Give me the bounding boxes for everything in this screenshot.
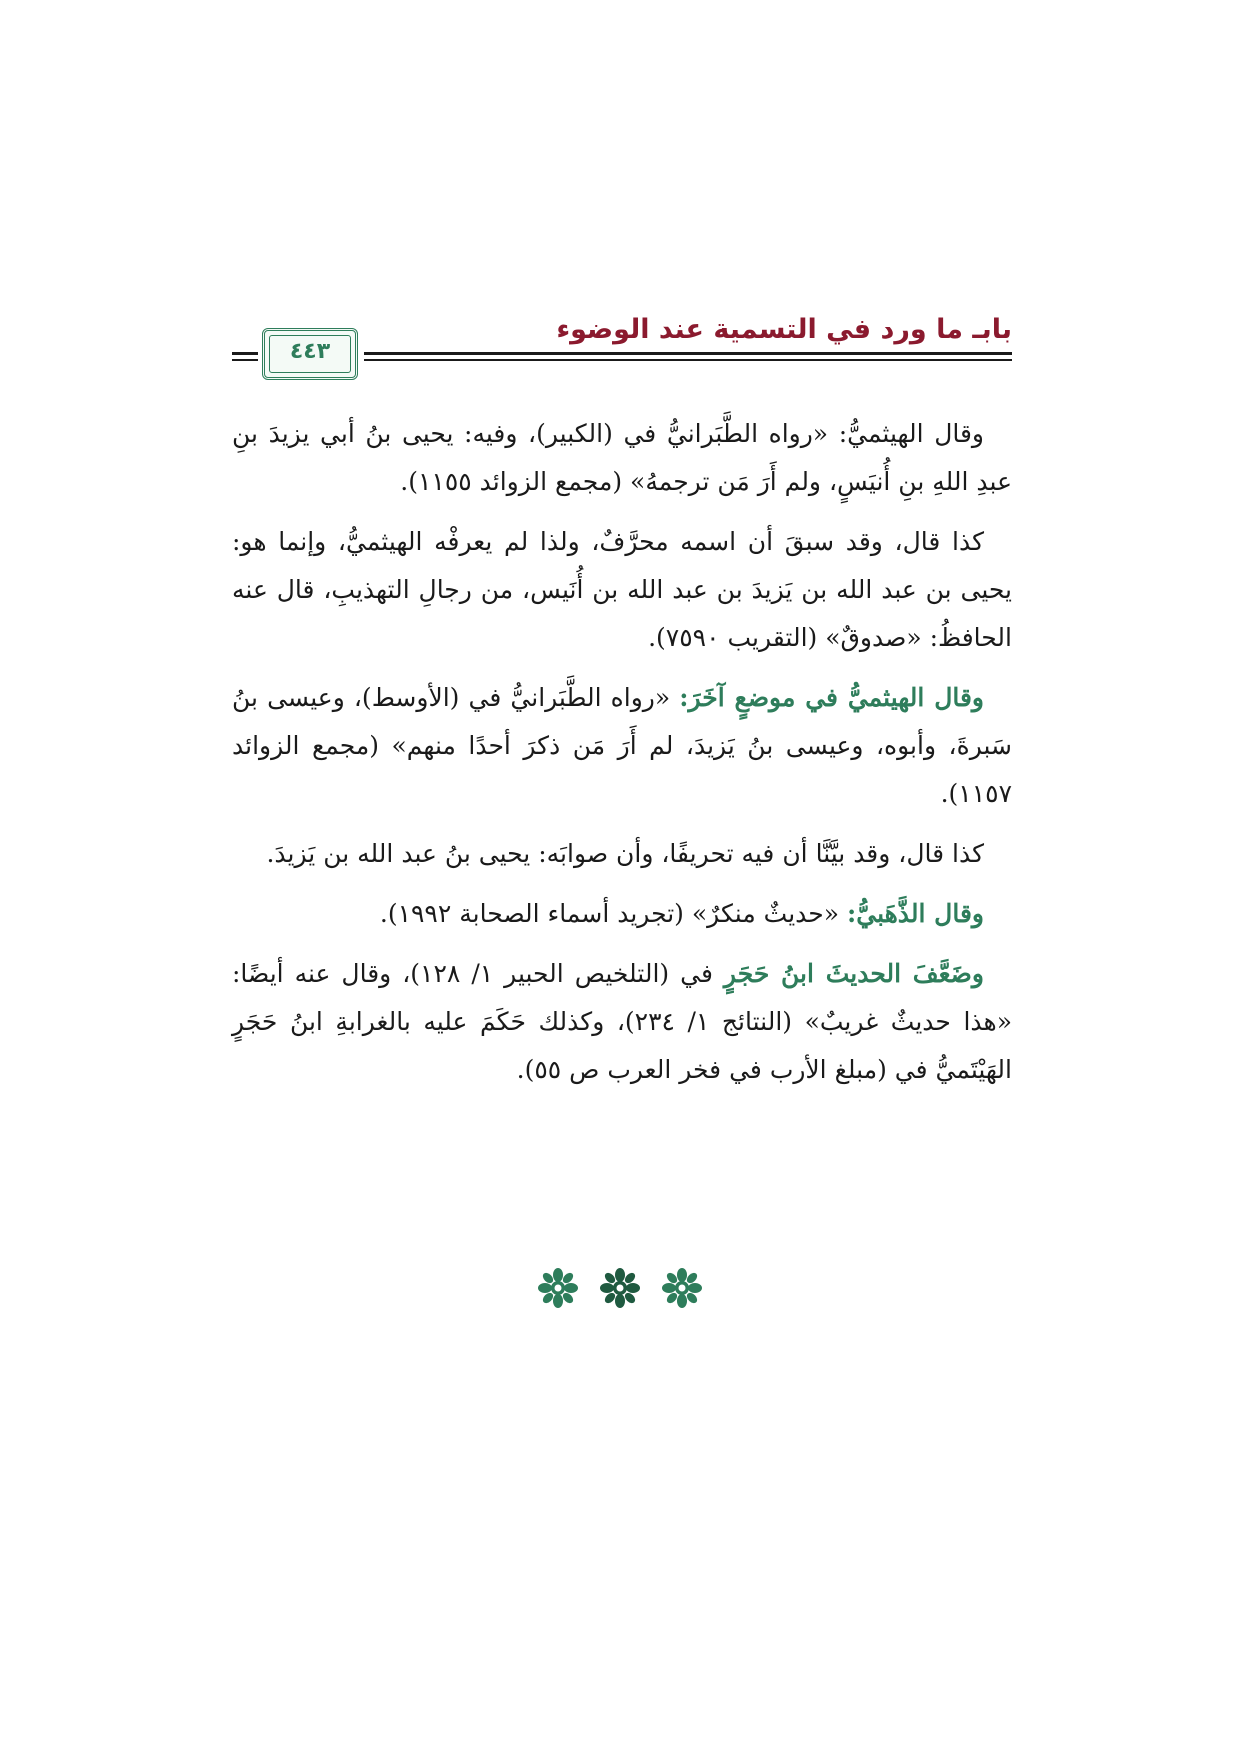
fleuron-icon (600, 1268, 640, 1308)
header-rule-right-bottom (364, 359, 1012, 361)
paragraph-lead: وقال الهيثميُّ في موضعٍ آخَرَ: (679, 683, 984, 712)
paragraph-text: كذا قال، وقد سبقَ أن اسمه محرَّفٌ، ولذا لم يعرفْه الهيثميُّ، وإنما هو: يحيى بن عبد الله بن يَزيدَ بن عبد الله بن أُنَيس، من رجالِ التهذيبِ، قال عنه الحافظُ: «صدوقٌ» (التقريب ٧٥٩٠). (232, 527, 1012, 652)
header-rule-right-top (364, 352, 1012, 355)
page-body (232, 410, 1012, 1106)
paragraph-lead: وقال الذَّهَبيُّ: (847, 899, 984, 928)
fleuron-icon (538, 1268, 578, 1308)
chapter-title: بابـ ما ورد في التسمية عند الوضوء (556, 314, 1012, 345)
section-end-ornament (0, 1268, 1240, 1312)
paragraph-text: وقال الهيثميُّ: «رواه الطَّبَرانيُّ في (الكبير)، وفيه: يحيى بنُ أبي يزيدَ بنِ عبدِ اللهِ بنِ أُنيَسٍ، ولم أَرَ مَن ترجمهُ» (مجمع الزوائد ١١٥٥). (232, 419, 1012, 496)
paragraph-6 (232, 950, 1012, 1094)
paragraph-text: «حديثٌ منكرٌ» (تجريد أسماء الصحابة ١٩٩٢). (379, 899, 847, 928)
paragraph-1 (232, 410, 1012, 506)
paragraph-lead: وضَعَّفَ الحديثَ ابنُ حَجَرٍ (723, 959, 984, 988)
header-rule-left-bottom (232, 359, 258, 361)
paragraph-2 (232, 518, 1012, 662)
page-number: ٤٤٣ (289, 339, 331, 364)
paragraph-text: كذا قال، وقد بيَّنَّا أن فيه تحريفًا، وأن صوابَه: يحيى بنُ عبد الله بن يَزيدَ. (266, 839, 984, 868)
page-header (232, 312, 1012, 386)
page-number-badge (262, 328, 358, 380)
header-rule-left-top (232, 352, 258, 355)
paragraph-3 (232, 674, 1012, 818)
paragraph-4 (232, 830, 1012, 878)
paragraph-5 (232, 890, 1012, 938)
paragraph-text: في (التلخيص الحبير ١/ ١٢٨)، وقال عنه أيضًا: «هذا حديثٌ غريبٌ» (النتائج ١/ ٢٣٤)، وكذلك حَكَمَ عليه بالغرابةِ ابنُ حَجَرٍ الهَيْتَميُّ في (مبلغ الأرب في فخر العرب ص ٥٥). (232, 959, 1012, 1084)
paragraph-text: «رواه الطَّبَرانيُّ في (الأوسط)، وعيسى بنُ سَبرةَ، وأبوه، وعيسى بنُ يَزيدَ، لم أَرَ مَن ذكرَ أحدًا منهم» (مجمع الزوائد ١١٥٧). (232, 683, 1012, 808)
fleuron-icon (662, 1268, 702, 1308)
